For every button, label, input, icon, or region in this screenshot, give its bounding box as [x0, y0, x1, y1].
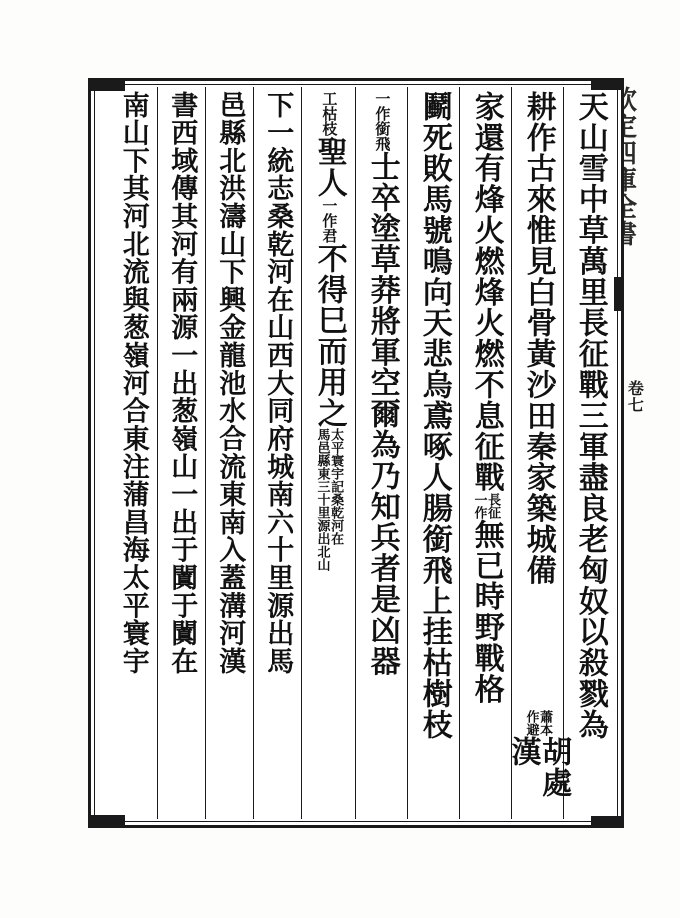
- column-text: 家還有烽火燃烽火燃不息征戰: [468, 91, 504, 493]
- column-text: 天山雪中草萬里長征戰三軍盡良老匈奴以殺戮為: [572, 91, 608, 740]
- column-poem-line-5: [355, 87, 407, 819]
- column-annotation-2: [205, 87, 253, 819]
- column-poem-line-3: [459, 87, 511, 819]
- column-poem-line-1: [563, 87, 615, 819]
- column-annotation-4: [109, 87, 157, 819]
- column-poem-line-2: [505, 87, 572, 819]
- column-text: 下一統志桑乾河在山西大同府城南六十里源出馬: [262, 91, 294, 676]
- column-text: 南山下其河北流與葱嶺河合東注蒲昌海太平寰宇: [117, 91, 149, 676]
- volume-mark: [626, 380, 660, 413]
- column-text: 書西域傳其河有兩源一出葱嶺山一出于闐于闐在: [166, 91, 198, 676]
- column-text-2: 不得巳而用之: [311, 242, 347, 429]
- column-text: 耕作古來惟見白骨黃沙田秦家築城備: [520, 91, 556, 586]
- commentary-right: 長征: [485, 492, 501, 519]
- column-text-tail: 無已時野戰格: [468, 518, 504, 705]
- column-text: 邑縣北洪濤山下興金龍池水合流東南入蓋溝河漢: [214, 91, 246, 676]
- column-text: 鬬死敗馬號鳴向天悲烏鳶啄人腸銜飛上挂枯樹枝: [416, 91, 452, 740]
- volume-mark-text: 卷七: [625, 380, 645, 413]
- commentary-right: 蕭本: [537, 709, 553, 736]
- text-columns: [97, 87, 615, 819]
- commentary-left: 作避: [523, 709, 539, 736]
- text-block-frame: [88, 78, 624, 828]
- inline-variant-note: 一作君: [320, 197, 339, 243]
- commentary-left: 一作: [471, 492, 487, 519]
- column-text-tail: 胡處漢: [505, 735, 572, 798]
- column-poem-line-6: [301, 87, 355, 819]
- column-head-note: 一作銜飛: [373, 91, 392, 151]
- column-text: 聖人: [311, 136, 347, 198]
- edge-tab-mark: [614, 277, 624, 311]
- column-poem-line-4: [407, 87, 459, 819]
- commentary-right: 太平寰宇記桑乾河在: [328, 428, 344, 546]
- column-annotation-3: [157, 87, 205, 819]
- column-head-note: 工枯枝: [320, 91, 339, 136]
- commentary-left: 馬邑縣東三十里源出北山: [314, 428, 330, 572]
- column-annotation-1: [253, 87, 301, 819]
- column-text: 士卒塗草莽將軍空爾為乃知兵者是凶器: [364, 151, 400, 677]
